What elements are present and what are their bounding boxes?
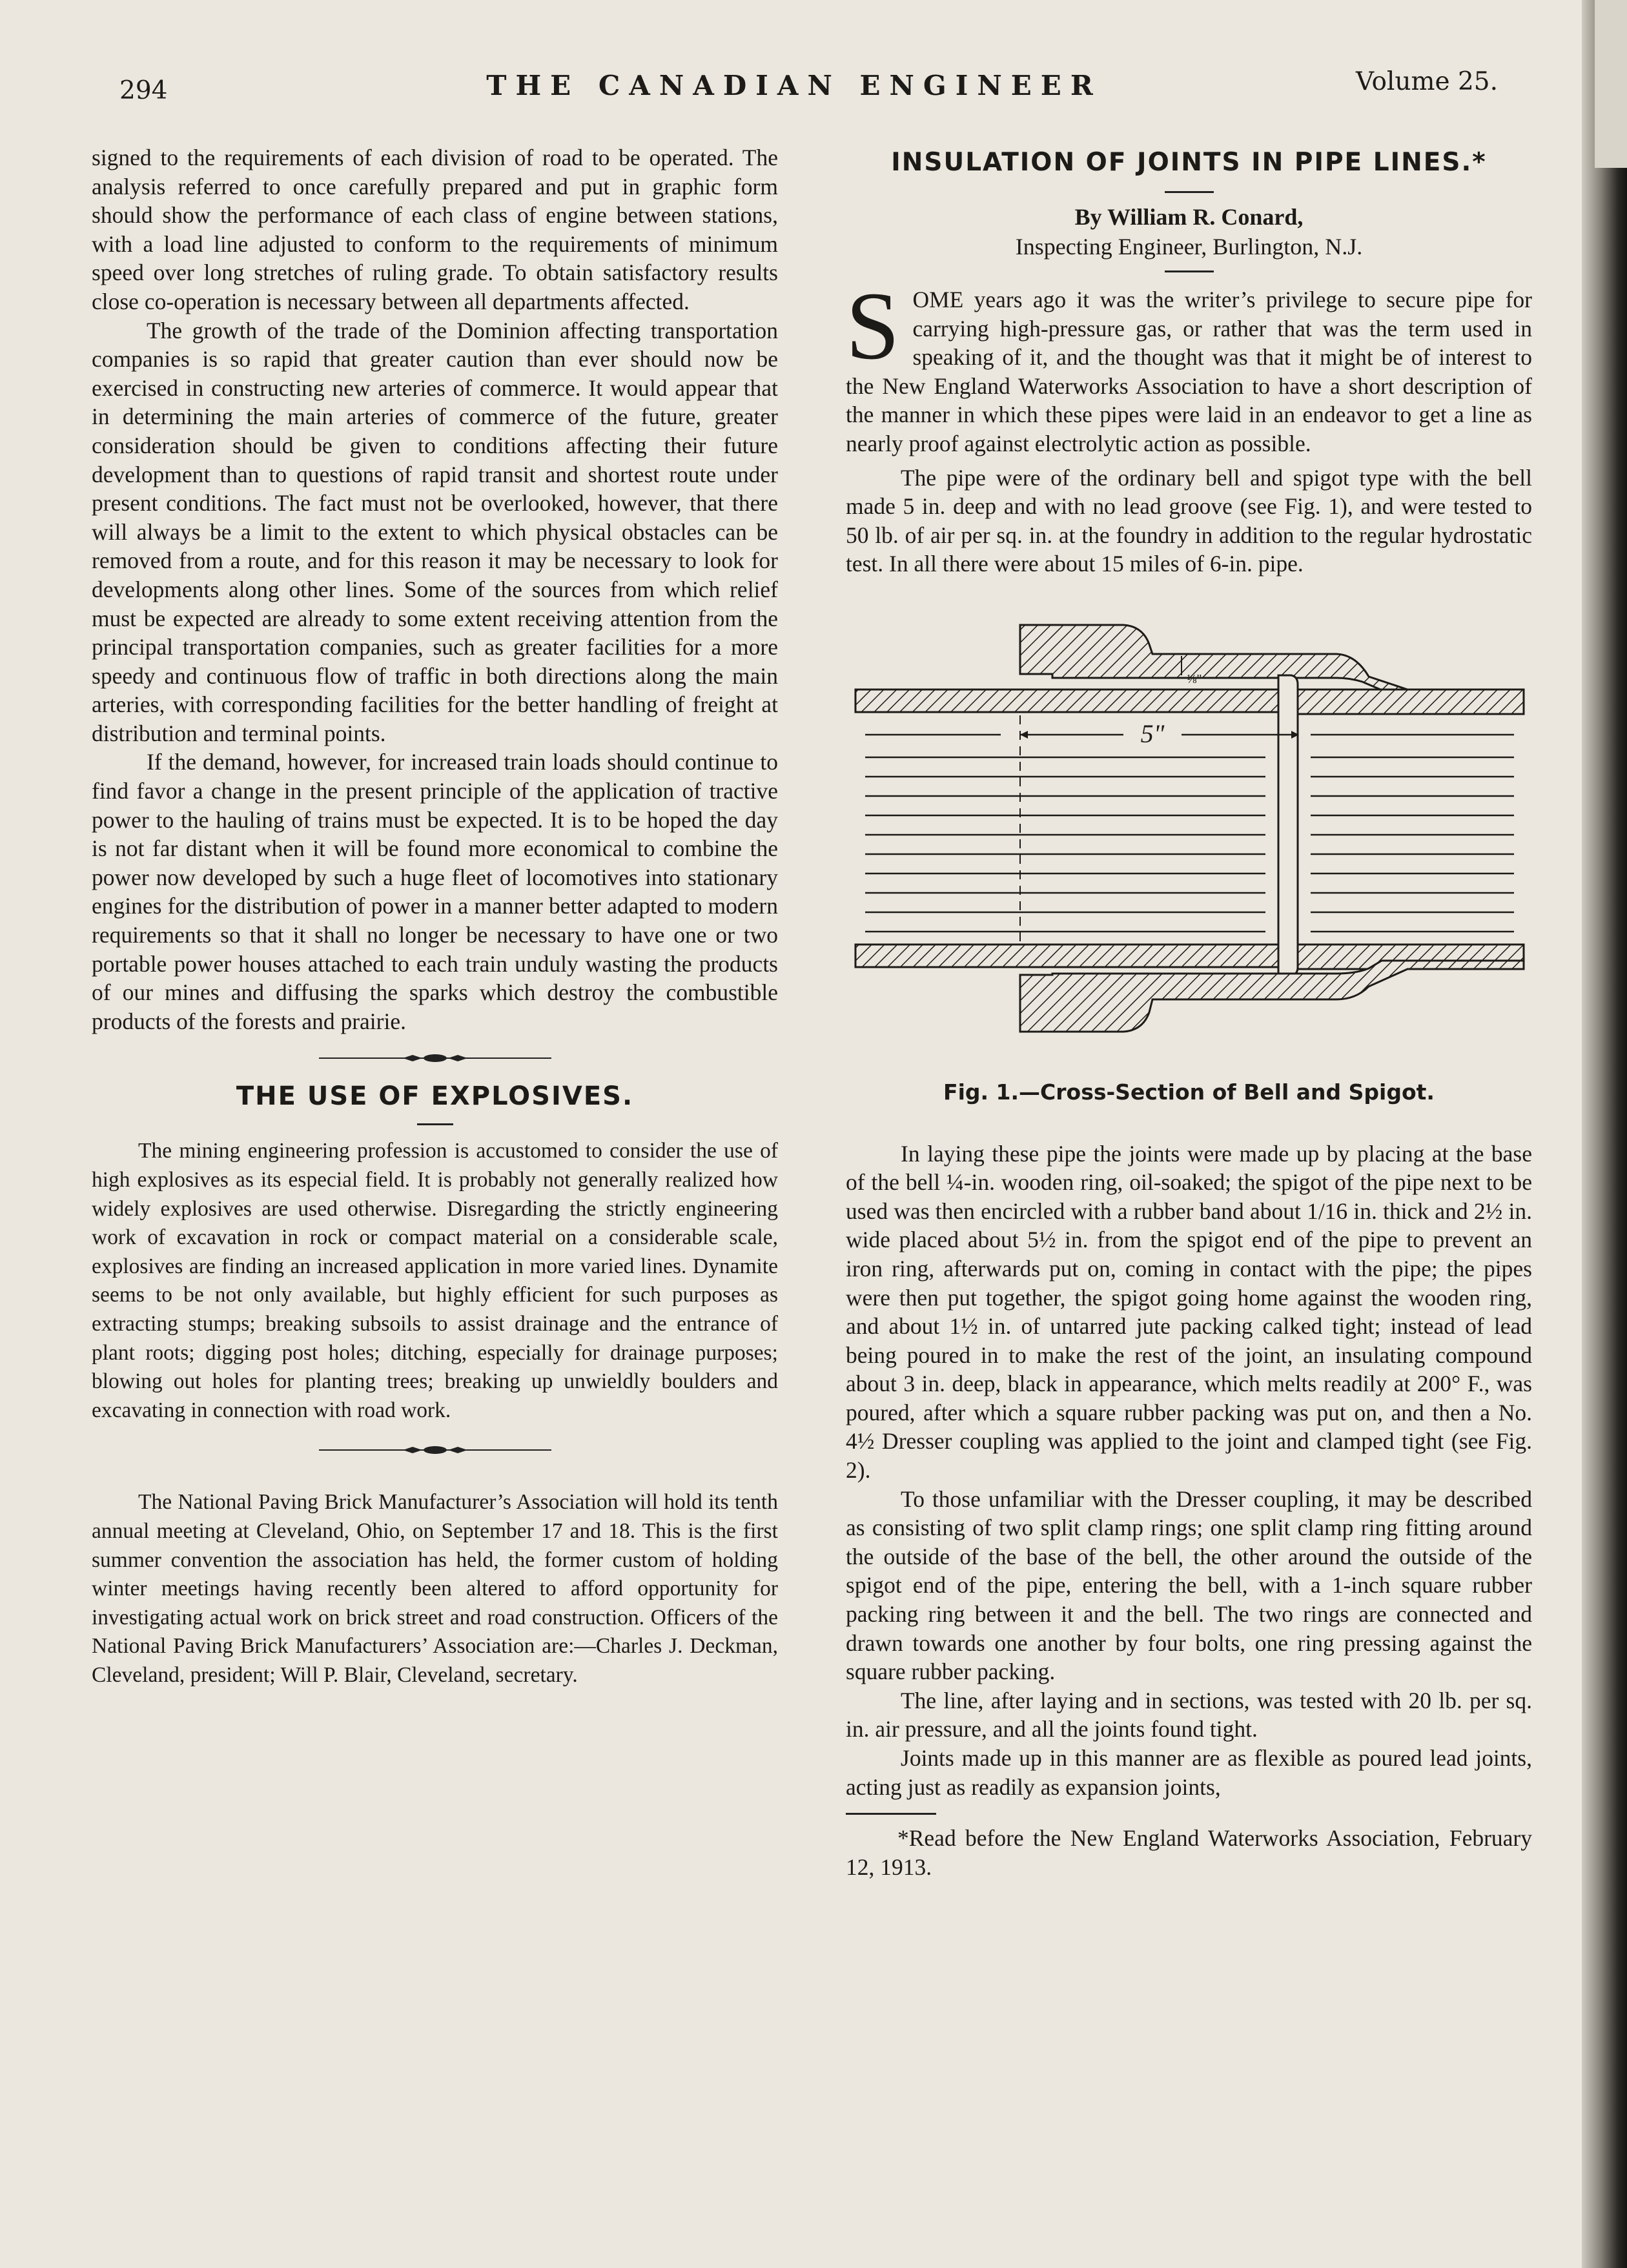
article-title: INSULATION OF JOINTS IN PIPE LINES.* <box>891 148 1487 177</box>
paragraph: The mining engineering profession is accustomed to consider the use of high explosives as its especial field. It is probably not generally realized how widely explosives are used otherwise. Disregarding the strictly engineering work of excavation in rock or compact material on a considerable scale, explosives are finding an increased application in more varied lines. Dynamite seems to be not only available, but highly efficient for such purposes as extracting stumps; breaking subsoils to assist drainage and the entrance of plant roots; digging post holes; ditching, especially for drainage purposes; blowing out holes for planting trees; breaking up unwieldly boulders and excavating in connection with road work. <box>92 1139 778 1422</box>
right-column <box>846 143 1532 1881</box>
binding-gutter <box>1582 0 1627 2268</box>
volume-label: Volume 25. <box>1355 67 1498 96</box>
dimension-5in-label: 5" <box>1140 719 1165 748</box>
explosives-title: THE USE OF EXPLOSIVES. <box>236 1081 634 1112</box>
binding-gutter-top <box>1595 0 1627 168</box>
footnote-text: *Read before the New England Waterworks Association, February 12, 1913. <box>846 1825 1532 1880</box>
affiliation: Inspecting Engineer, Burlington, N.J. <box>1015 234 1363 260</box>
intro-block <box>846 272 1532 458</box>
drop-cap: S <box>846 272 900 380</box>
bell-wall-top <box>1298 690 1524 714</box>
spigot-end <box>1278 675 1298 975</box>
paving-brick-notice <box>92 1488 778 1690</box>
paragraph: The pipe were of the ordinary bell and spigot type with the bell made 5 in. deep and with no lead groove (see Fig. 1), and were tested to 50 lb. of air per sq. in. at the foundry in addition to the regular hydrostatic test. In all there were about 15 miles of 6-in. pipe. <box>846 464 1532 577</box>
figure-1 <box>846 599 1532 1107</box>
spigot-wall-bottom <box>855 945 1278 967</box>
paragraph: OME years ago it was the writer’s privilege to secure pipe for carrying high-pressure gas, or rather that was the term used in speaking of it, and the thought was that it might be of interest to the New England Waterworks Association to have a short description of the manner in which these pipes were laid in an endeavor to get a line as nearly proof against electrolytic action as possible. <box>846 287 1532 456</box>
paragraph: signed to the requirements of each division of road to be operated. The analysis referred to once carefully prepared and put in graphic form should show the performance of each class of engine between stations, with a load line adjusted to conform to the requirements of minimum speed over long stretches of ruling grade. To obtain satisfactory results close co-operation is necessary between all departments affected. <box>92 145 778 314</box>
footnote <box>846 1824 1532 1881</box>
byline-rule <box>1165 271 1214 272</box>
bell-lower <box>1020 961 1524 1032</box>
ornament-divider <box>319 1446 551 1455</box>
title-rule <box>417 1123 453 1125</box>
paragraph: The growth of the trade of the Dominion affecting transportation companies is so rapid that greater caution than ever should now be exercised in constructing new arteries of commerce. It would appear that in determining the main arteries of commerce of the future, greater consideration should be given to conditions affecting their future development than to questions of rapid transit and shortest route under present conditions. The fact must not be overlooked, however, that there will always be a limit to the extent to which physical obstacles can be removed from a route, and for this reason it may be necessary to look for developments along other lines. Some of the sources from which relief must be expected are already to some extent receiving attention from the principal transportation companies, such as greater facilities for a more speedy and continuous flow of traffic in both directions along the main arteries, with corresponding facilities for the better handling of freight at distribution and terminal points. <box>92 317 778 746</box>
paragraph: To those unfamiliar with the Dresser coupling, it may be described as consisting of two split clamp rings; one split clamp ring fitting around the outside of the base of the bell, the other around the outside of the spigot end of the pipe, entering the bell, with a 1-inch square rubber packing ring between it and the bell. The two rings are connected and drawn towards one another by four bolts, one ring pressing against the square rubber packing. <box>846 1486 1532 1685</box>
paragraph: The line, after laying and in sections, was tested with 20 lb. per sq. in. air pressure, and all the joints found tight. <box>846 1687 1532 1742</box>
dimension-5in <box>1020 719 1299 748</box>
page-number: 294 <box>119 76 168 105</box>
journal-title: THE CANADIAN ENGINEER <box>486 70 1102 101</box>
ornament-divider <box>319 1054 551 1063</box>
bore-lines <box>865 735 1514 932</box>
left-column <box>92 143 778 1690</box>
footnote-rule <box>846 1813 936 1815</box>
figure-caption: Fig. 1.—Cross-Section of Bell and Spigot. <box>943 1079 1435 1105</box>
byline: By William R. Conard, <box>1074 204 1304 230</box>
running-head <box>90 65 1498 110</box>
paragraph: Joints made up in this manner are as flexible as poured lead joints, acting just as readily as expansion joints, <box>846 1745 1532 1800</box>
dimension-gap-label: ⅛" <box>1187 671 1202 686</box>
explosives-article <box>92 1137 778 1425</box>
paragraph: The National Paving Brick Manufacturer’s Association will hold its tenth annual meeting at Cleveland, Ohio, on September 17 and 18. This is the first summer convention the association has held, the former custom of holding winter meetings having recently been altered to afford opportunity for investigating actual work on brick street and road construction. Officers of the National Paving Brick Manufacturers’ Association are:—Charles J. Deckman, Cleveland, president; Will P. Blair, Cleveland, secretary. <box>92 1490 778 1687</box>
bell-spigot-cross-section <box>846 599 1532 1064</box>
spigot-wall-top <box>855 690 1278 712</box>
paragraph: In laying these pipe the joints were made up by placing at the base of the bell ¼-in. wooden ring, oil-soaked; the spigot of the pipe next to be used was then encircled with a rubber band about 1/16 in. thick and 2½ in. wide placed about 5½ in. from the spigot end of the pipe to prevent an iron ring, afterwards put on, coming in contact with the pipe; the pipes were then put together, the spigot going home against the wooden ring, and about 1½ in. of untarred jute packing calked tight; instead of lead being poured in to make the rest of the joint, an insulating compound about 3 in. deep, black in appearance, which melts readily at 200° F., was poured, after which a square rubber packing was put on, and then a No. 4½ Dresser coupling was applied to the joint and clamped tight (see Fig. 2). <box>846 1140 1532 1484</box>
paragraph: If the demand, however, for increased train loads should continue to find favor a change in the present principle of the application of tractive power to the hauling of trains must be expected. It is to be hoped the day is not far distant when it will be found more economical to combine the power now developed by such a huge fleet of locomotives into stationary engines for the distribution of power in a manner better adapted to modern requirements so that it shall no longer be necessary to have one or two portable power houses attached to each train unduly wasting the products of our mines and diffusing the sparks which destroy the combustible products of the forests and prairie. <box>92 749 778 1034</box>
title-rule <box>1165 191 1214 193</box>
